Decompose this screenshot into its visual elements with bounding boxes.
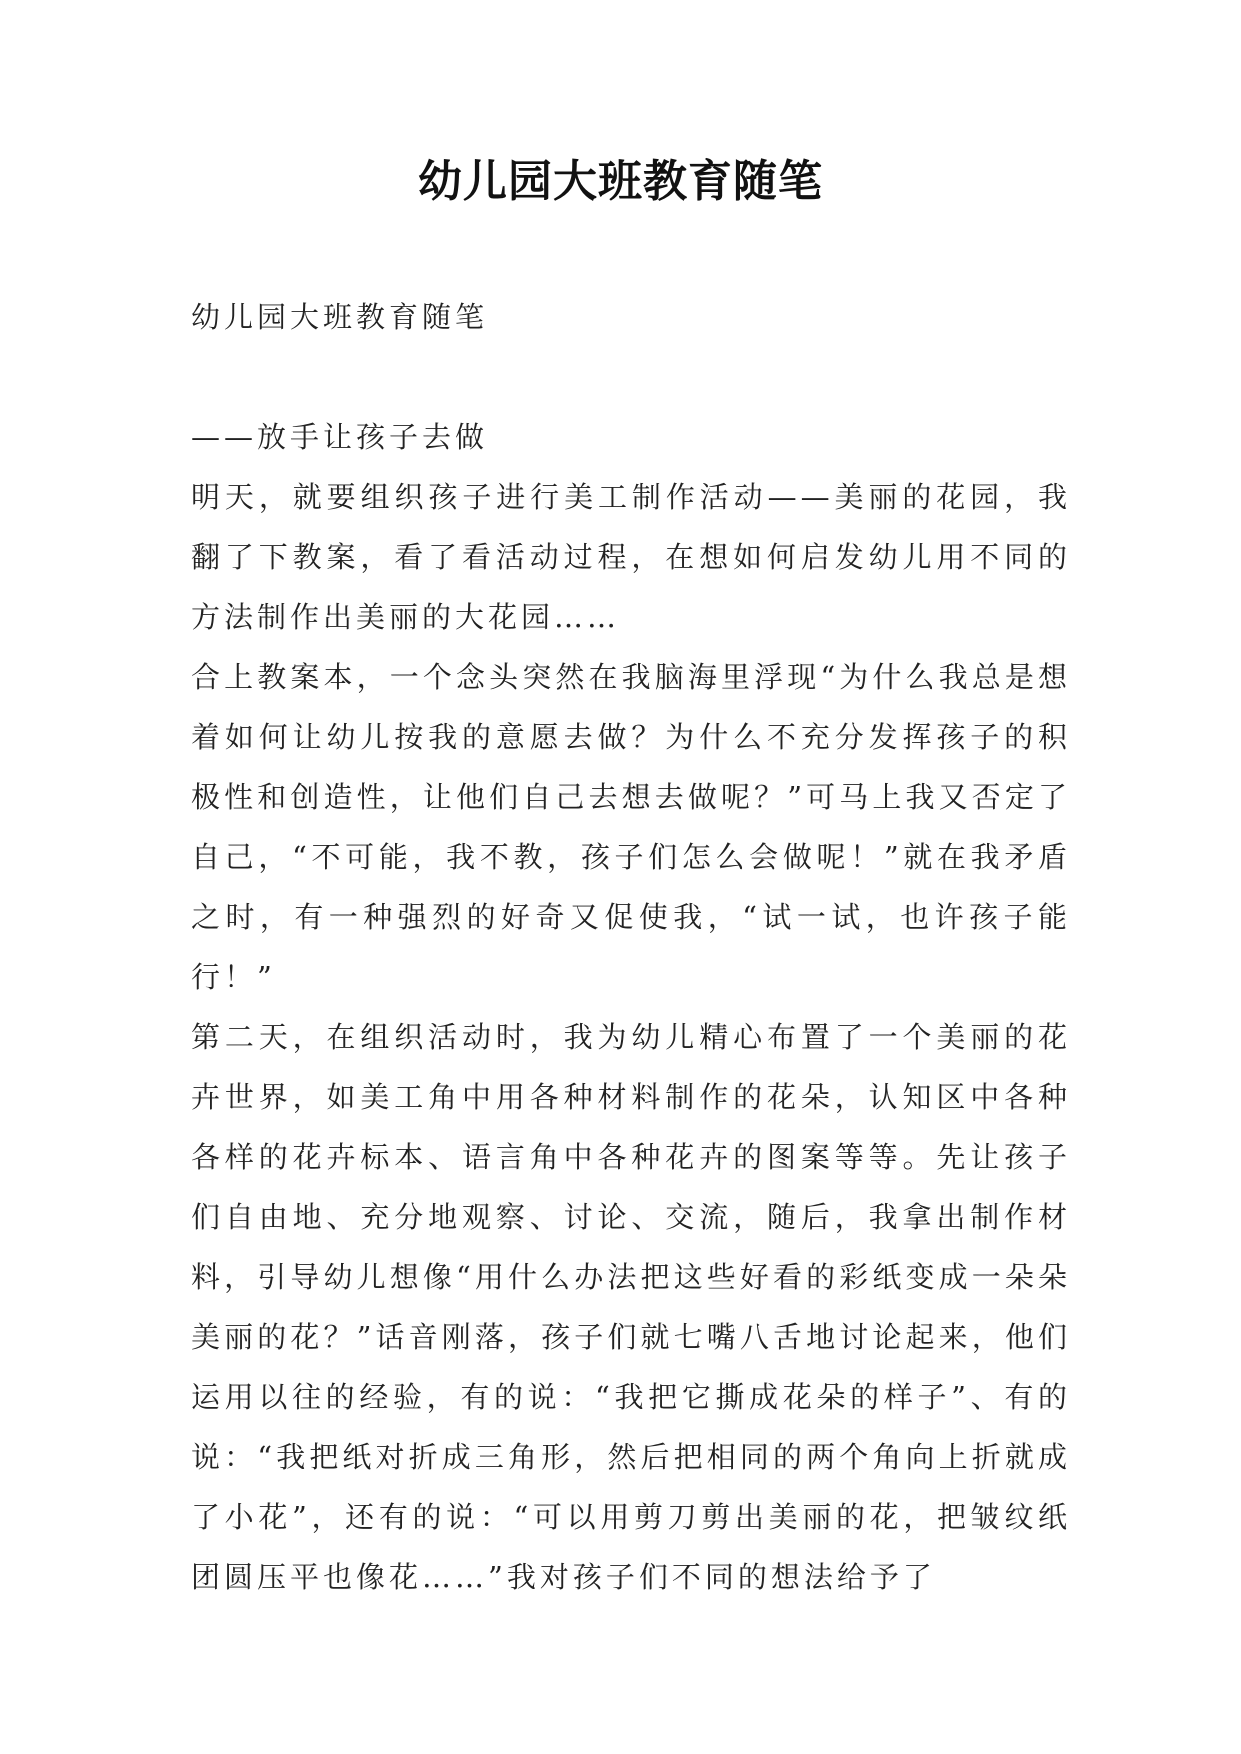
paragraph: 合上教案本，一个念头突然在我脑海里浮现“为什么我总是想着如何让幼儿按我的意愿去做？为什么不充分发挥孩子的积极性和创造性，让他们自己去想去做呢？”可马上我又否定了自己，“不可能，我不教，孩子们怎么会做呢！”就在我矛盾之时，有一种强烈的好奇又促使我，“试一试，也许孩子能行！” — [191, 660, 1071, 994]
document-body — [191, 407, 1071, 1607]
paragraph: 第二天，在组织活动时，我为幼儿精心布置了一个美丽的花卉世界，如美工角中用各种材料制作的花朵，认知区中各种各样的花卉标本、语言角中各种花卉的图案等等。先让孩子们自由地、充分地观察、讨论、交流，随后，我拿出制作材料，引导幼儿想像“用什么办法把这些好看的彩纸变成一朵朵美丽的花？”话音刚落，孩子们就七嘴八舌地讨论起来，他们运用以往的经验，有的说：“我把它撕成花朵的样子”、有的说：“我把纸对折成三角形，然后把相同的两个角向上折就成了小花”，还有的说：“可以用剪刀剪出美丽的花，把皱纹纸团圆压平也像花……”我对孩子们不同的想法给予了 — [191, 1020, 1071, 1594]
paragraph-heading: ——放手让孩子去做 — [191, 420, 489, 454]
document-subtitle: 幼儿园大班教育随笔 — [191, 300, 489, 334]
paragraph: 明天，就要组织孩子进行美工制作活动——美丽的花园，我翻了下教案，看了看活动过程，在想如何启发幼儿用不同的方法制作出美丽的大花园…… — [191, 480, 1071, 634]
document-title: 幼儿园大班教育随笔 — [418, 156, 823, 207]
